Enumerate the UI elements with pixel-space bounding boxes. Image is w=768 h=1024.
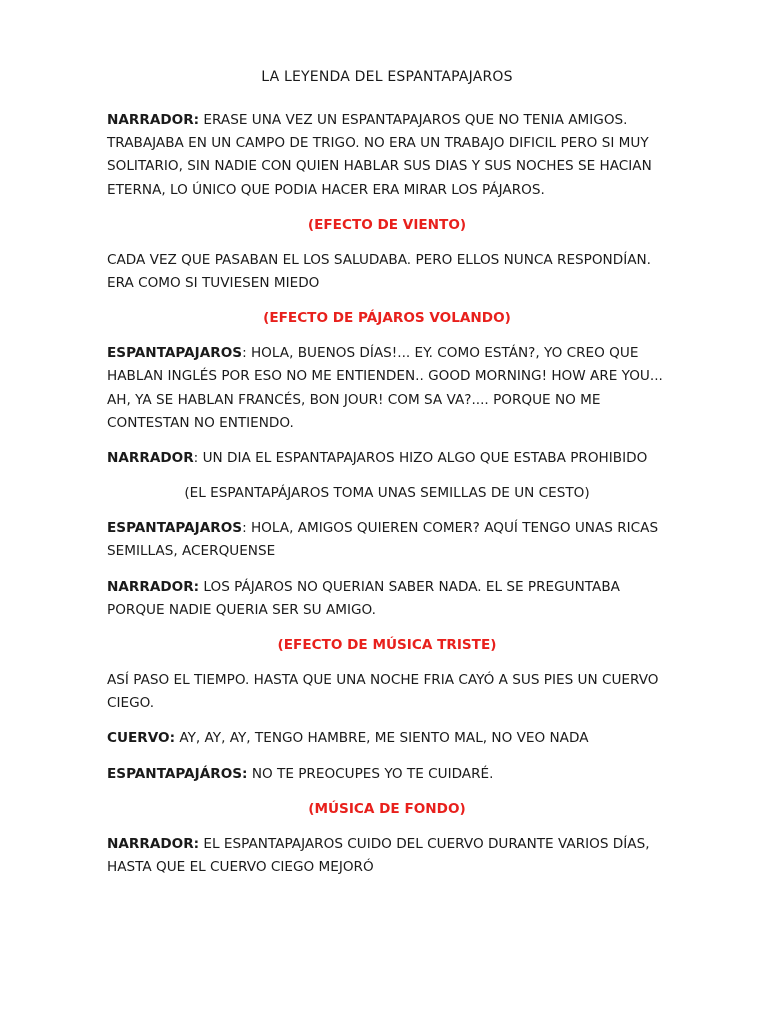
dialogue-paragraph	[107, 342, 667, 435]
dialogue-paragraph	[107, 447, 667, 470]
speaker-label: NARRADOR:	[107, 835, 200, 852]
sound-effect-cue: (MÚSICA DE FONDO)	[308, 800, 466, 817]
document-page	[107, 66, 667, 891]
dialogue-text: : HOLA, AMIGOS QUIEREN COMER? AQUÍ TENGO UNAS RICAS SEMILLAS, ACERQUENSE	[107, 520, 659, 560]
dialogue-text: : UN DIA EL ESPANTAPAJAROS HIZO ALGO QUE ESTABA PROHIBIDO	[193, 450, 648, 467]
dialogue-paragraph	[107, 109, 667, 202]
sound-effect-cue: (EFECTO DE VIENTO)	[307, 216, 467, 233]
dialogue-paragraph	[107, 576, 667, 622]
dialogue-paragraph	[107, 763, 667, 786]
dialogue-paragraph	[107, 727, 667, 750]
dialogue-text: NO TE PREOCUPES YO TE CUIDARÉ.	[247, 765, 494, 782]
sound-effect-cue: (EFECTO DE PÁJAROS VOLANDO)	[263, 310, 511, 327]
speaker-label: CUERVO:	[107, 730, 176, 747]
dialogue-text: : HOLA, BUENOS DÍAS!... EY. COMO ESTÁN?, YO CREO QUE HABLAN INGLÉS POR ESO NO ME ENTIENDEN.. GOOD MORNING! HOW ARE YOU... AH, YA SE HABLAN FRANCÉS, BON JOUR! COM SA VA?.... PORQUE NO ME CONTESTAN NO ENTIENDO.	[107, 345, 663, 431]
speaker-label: ESPANTAPAJAROS	[107, 345, 243, 362]
dialogue-paragraph	[107, 517, 667, 563]
stage-direction: (EL ESPANTAPÁJAROS TOMA UNAS SEMILLAS DE UN CESTO)	[184, 485, 590, 502]
dialogue-text: AY, AY, AY, TENGO HAMBRE, ME SIENTO MAL, NO VEO NADA	[175, 730, 589, 747]
sound-effect-cue: (EFECTO DE MÚSICA TRISTE)	[277, 637, 497, 654]
speaker-label: ESPANTAPAJÁROS:	[107, 765, 248, 782]
narration-paragraph: ASÍ PASO EL TIEMPO. HASTA QUE UNA NOCHE FRIA CAYÓ A SUS PIES UN CUERVO CIEGO.	[107, 672, 659, 712]
speaker-label: ESPANTAPAJAROS	[107, 520, 243, 537]
narration-paragraph: CADA VEZ QUE PASABAN EL LOS SALUDABA. PERO ELLOS NUNCA RESPONDÍAN. ERA COMO SI TUVIESEN MIEDO	[107, 251, 651, 292]
dialogue-text: LOS PÁJAROS NO QUERIAN SABER NADA. EL SE PREGUNTABA PORQUE NADIE QUERIA SER SU AMIGO.	[107, 578, 620, 618]
dialogue-paragraph	[107, 833, 667, 879]
dialogue-text: ERASE UNA VEZ UN ESPANTAPAJAROS QUE NO TENIA AMIGOS. TRABAJABA EN UN CAMPO DE TRIGO. NO ERA UN TRABAJO DIFICIL PERO SI MUY SOLITARIO, SIN NADIE CON QUIEN HABLAR SUS DIAS Y SUS NOCHES SE HACIAN ETERNA, LO ÚNICO QUE PODIA HACER ERA MIRAR LOS PÁJAROS.	[107, 112, 652, 198]
dialogue-text: EL ESPANTAPAJAROS CUIDO DEL CUERVO DURANTE VARIOS DÍAS, HASTA QUE EL CUERVO CIEGO MEJORÓ	[107, 835, 650, 876]
speaker-label: NARRADOR	[107, 450, 194, 467]
speaker-label: NARRADOR:	[107, 112, 200, 128]
speaker-label: NARRADOR:	[107, 578, 200, 595]
document-title: LA LEYENDA DEL ESPANTAPAJAROS	[261, 69, 513, 85]
